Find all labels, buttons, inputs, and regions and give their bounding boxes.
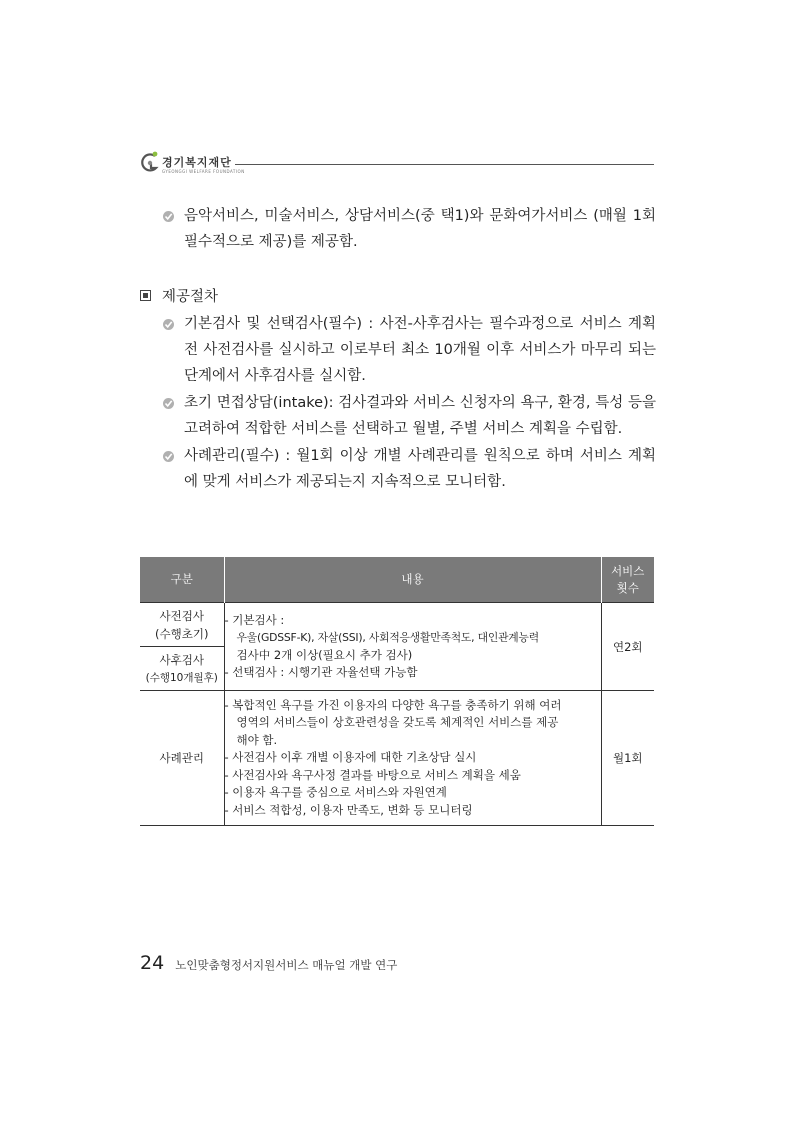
procedure-section [140,284,656,496]
page-footer [140,952,397,974]
list-item [140,443,656,495]
running-title: 노인맞춤형정서지원서비스 매뉴얼 개발 연구 [175,958,398,972]
procedure-item-text: 기본검사 및 선택검사(필수) : 사전-사후검사는 필수과정으로 서비스 계획 전 사전검사를 실시하고 이로부터 최소 10개월 이후 서비스가 마무리 되는 단계에서 사후검사를 실시함. [184,316,656,384]
section-title: 제공절차 [162,289,219,305]
category-cell: 사례관리 [140,691,224,826]
intro-item-text: 음악서비스, 미술서비스, 상담서비스(중 택1)와 문화여가서비스 (매월 1회 필수적으로 제공)를 제공함. [184,208,656,250]
content-line: - 복합적인 욕구를 가진 이용자의 다양한 욕구를 충족하기 위해 여러 [224,697,562,712]
content-line: - 선택검사 : 시행기관 자율선택 가능함 [224,665,418,679]
table-row [140,691,654,826]
count-cell: 연2회 [601,603,654,691]
category-label: 사전검사 [159,608,204,623]
header-content: 내용 [224,557,601,603]
org-english-name: GYEONGGI WELFARE FOUNDATION [162,169,245,174]
header-count-label: 횟수 [616,580,639,595]
content-cell [224,691,601,826]
content-line: - 사전검사와 욕구사정 결과를 바탕으로 서비스 계획을 세움 [224,767,521,782]
header-category: 구분 [140,557,224,603]
section-heading [140,284,656,310]
content-line: 해야 함. [236,732,278,747]
procedure-item-text: 사례관리(필수) : 월1회 이상 개별 사례관리를 원칙으로 하며 서비스 계획에 맞게 서비스가 제공되는지 지속적으로 모니터함. [184,448,656,490]
category-cell [140,647,224,691]
category-label: 사후검사 [159,652,204,667]
foundation-logo-icon [140,150,160,176]
content-line: - 사전검사 이후 개별 이용자에 대한 기초상담 실시 [224,750,477,765]
square-bullet-icon [140,290,151,301]
content-cell [224,603,601,691]
list-item [140,203,656,255]
content-line: - 서비스 적합성, 이용자 만족도, 변화 등 모니터링 [224,802,473,817]
intro-block [140,203,656,256]
page-header [140,150,654,176]
table-row [140,603,654,647]
list-item [140,390,656,442]
header-service-count [601,557,654,603]
page-number: 24 [140,952,165,974]
table-header-row [140,557,654,603]
content-line: - 이용자 욕구를 중심으로 서비스와 자원연계 [224,785,447,800]
org-name: 경기복지재단 [162,156,232,169]
category-sublabel: (수행10개월후) [145,671,218,684]
content-line: 우울(GDSSF-K), 자살(SSI), 사회적응생활만족척도, 대인관계능력 [236,631,540,644]
category-sublabel: (수행초기) [155,626,209,641]
content-line: 영역의 서비스들이 상호관련성을 갖도록 체계적인 서비스를 제공 [236,715,559,730]
header-divider [235,164,654,165]
service-table [140,557,654,826]
count-cell: 월1회 [601,691,654,826]
content-line: 검사中 2개 이상(필요시 추가 검사) [236,647,413,662]
bullet-icon [162,450,175,463]
bullet-icon [162,210,175,223]
list-item [140,311,656,389]
category-cell [140,603,224,647]
header-service-label: 서비스 [611,563,645,578]
bullet-icon [162,397,175,410]
procedure-item-text: 초기 면접상담(intake): 검사결과와 서비스 신청자의 욕구, 환경, 특성 등을 고려하여 적합한 서비스를 선택하고 월별, 주별 서비스 계획을 수립함. [184,395,656,437]
content-line: - 기본검사 : [224,612,285,627]
bullet-icon [162,318,175,331]
